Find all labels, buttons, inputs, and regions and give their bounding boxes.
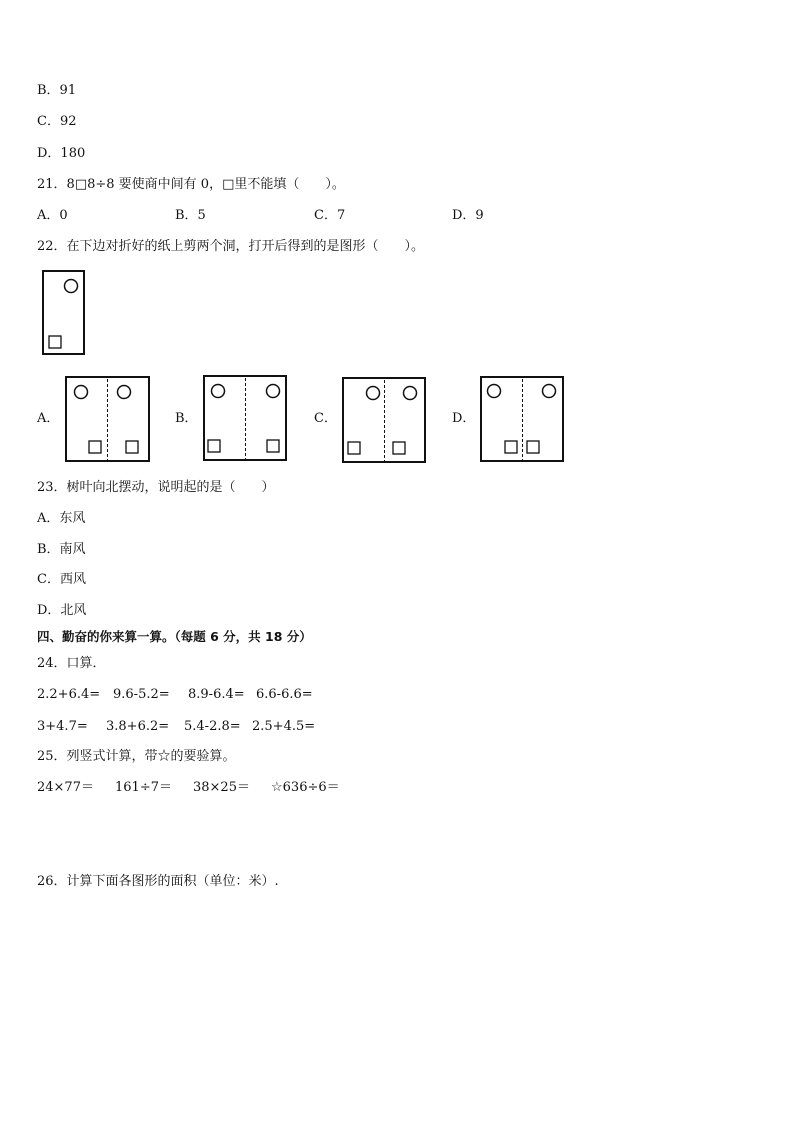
q21-option-c: C．7 [314,208,346,223]
q24-calc-8: 2.5+4.5= [252,719,316,734]
q22-option-c-label: C． [314,411,337,426]
q23-option-a: A．东风 [37,511,86,526]
q24-calc-3: 8.9-6.4= [188,687,245,702]
q23-option-d: D．北风 [37,603,87,618]
q25-calc-2: 161÷7＝ [115,780,172,795]
q24-stem: 24．口算． [37,656,106,671]
q24-calc-7: 5.4-2.8= [184,719,241,734]
q22-option-d-figure [479,375,567,463]
q22-option-a-figure [64,375,152,463]
q25-calc-3: 38×25＝ [193,780,250,795]
q25-calc-4: ☆636÷6＝ [271,780,340,795]
q25-stem: 25．列竖式计算，带☆的要验算。 [37,749,236,764]
q22-option-a-label: A． [37,411,60,426]
q21-stem: 21．8□8÷8 要使商中间有 0，□里不能填（ ）。 [37,177,345,192]
q21-option-a: A．0 [37,208,68,223]
q23-option-b: B．南风 [37,542,86,557]
q24-calc-2: 9.6-5.2= [113,687,170,702]
q26-stem: 26．计算下面各图形的面积（单位：米）. [37,874,279,889]
q24-calc-1: 2.2+6.4= [37,687,101,702]
q22-option-b-figure [202,374,290,462]
q20-option-d: D．180 [37,146,86,161]
q21-option-d: D．9 [452,208,484,223]
q25-calc-1: 24×77＝ [37,780,94,795]
folded-paper-figure [41,269,87,357]
q22-option-b-label: B． [175,411,198,426]
q22-option-d-label: D． [452,411,476,426]
q20-option-c: C．92 [37,114,77,129]
section-4-heading: 四、勤奋的你来算一算。（每题 6 分，共 18 分） [37,629,312,644]
q21-option-b: B．5 [175,208,206,223]
q22-option-c-figure [341,376,429,464]
q24-calc-4: 6.6-6.6= [256,687,313,702]
folded-paper-square-hole [49,336,61,348]
q23-option-c: C．西风 [37,572,86,587]
q24-calc-6: 3.8+6.2= [106,719,170,734]
q22-stem: 22．在下边对折好的纸上剪两个洞，打开后得到的是图形（ ）。 [37,239,425,254]
q24-calc-5: 3+4.7= [37,719,88,734]
q23-stem: 23．树叶向北摆动，说明起的是（ ） [37,480,275,495]
folded-paper-circle-hole [65,280,78,293]
q20-option-b: B．91 [37,83,77,98]
